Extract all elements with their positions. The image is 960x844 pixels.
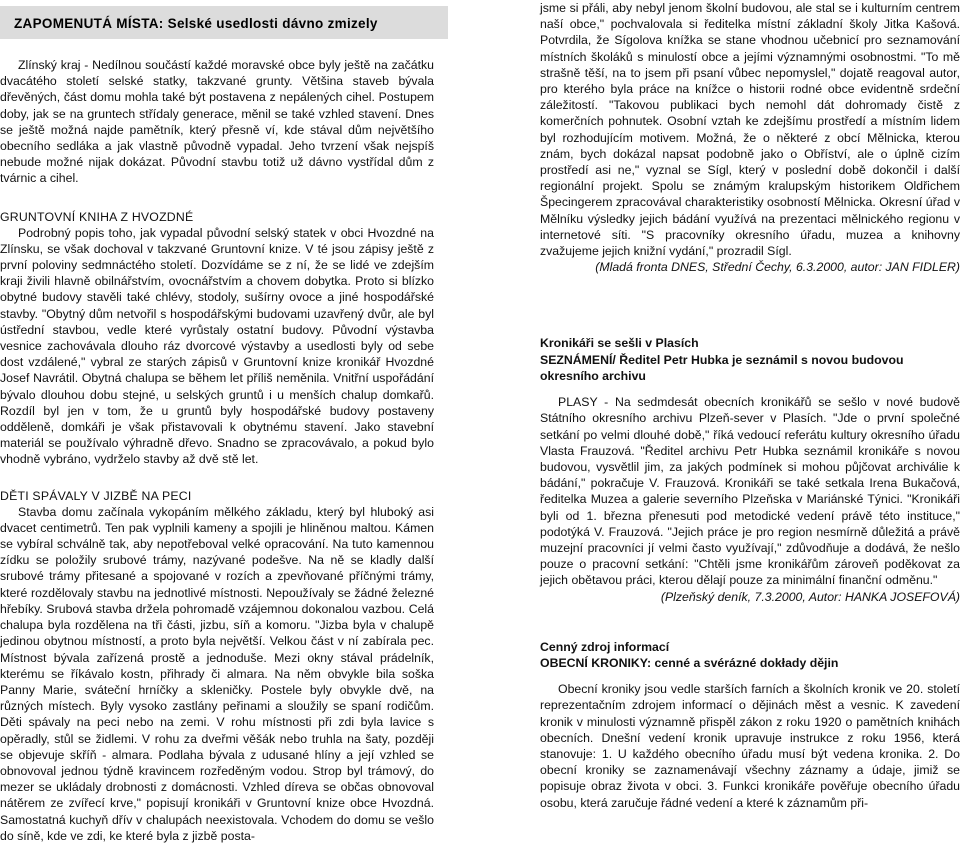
- section-paragraph-gruntovni-kniha: Podrobný popis toho, jak vypadal původní selský statek v obci Hvozdné na Zlínsku, se však dochoval v takzvané Gruntovní knize. V té jsou zápisy ještě z první poloviny sedmnáctého století. Dozvídáme se z ní, že se lidé ve zdejším kraji živili hlavně obilnářstvím, ovocnářstvím a chovem dobytka. Proto si blízko obytné budovy stavěli také chlévy, stodoly, sušírny ovoce a jiné hospodářské stavby. "Obytný dům netvořil s hospodářskými budovami uzavřený dvůr, ale byl ústřední stavbou, vedle které vyrůstaly ostatní budovy. Původní výstavba vesnice zachovávala dlouho ráz dvorcové výstavby a usedlosti byly od sebe dost vzdálené," vybral ze starých zápisů v Gruntovní knize kronikář Hvozdné Josef Navrátil. Obytná chalupa se během let příliš neměnila. Vnitřní uspořádání bývalo dlouhou dobu stejné, u selských gruntů i u menších chalup domkařů. Rozdíl byl jen v tom, že u gruntů byly hospodářské budovy postaveny odděleně, domkáři je však přistavovali k obytnému stavení. Jako stavební materiál se používalo výhradně dřevo. Snadno se zpracovávalo, a pokud bylo vhodně vybráno, vydrželo stavby až dvě stě let.: [0, 225, 434, 467]
- section-heading-gruntovni-kniha: GRUNTOVNÍ KNIHA Z HVOZDNÉ: [0, 209, 194, 224]
- left-column: [0, 0, 448, 844]
- intro-paragraph: Zlínský kraj - Nedílnou součástí každé moravské obce byly ještě na začátku dvacátého století selské statky, takzvané grunty. Většina staveb bývala dřevěných, část domu mohla také být postavena z nepálených cihel. Postupem doby, jak se na gruntech střídaly generace, měnil se také vzhled stavení. Dnes se ještě možná najde pamětník, který přesně ví, kde stával dům největšího obecního sedláka a jak vlastně původně vypadal. Jeho tvrzení však nejspíš nebude možné nijak dokázat. Původní stavbu totiž už dávno vystřídal dům z tvárnic a cihel.: [0, 58, 434, 186]
- section-paragraph-deti-spavaly: Stavba domu začínala vykopáním mělkého základu, který byl hluboký asi dvacet centimetrů. Ten pak vyplnili kameny a spojili je hliněnou maltou. Kámen se vybíral schválně tak, aby nepotřeboval velké opracování. Na tuto kamennou zídku se položily srubové trámy, nazývané podešve. Na ně se kladly další srubové trámy přitesané a spojované v rozích a zpevňované příčnými trámy, které rozdělovaly stavbu na jednotlivé místnosti. Nepoužívaly se žádné železné hřebíky. Srubová stavba držela pohromadě vzájemnou dokonalou vazbou. Celá chalupa byla rozdělena na tři části, jizbu, síň a komoru. "Jizba byla v chalupě jedinou obytnou místností, a proto byla největší. Velkou část v ní zabírala pec. Místnost bývala zařízená prostě a jednoduše. Mezi okny stával prádelník, kterému se říkávalo kostn, přihrady či almara. Na něm obvykle bila soška Panny Marie, sváteční hrníčky a skleničky. Postele byly obvykle dvě, na různých místech. Byly vysoko zastlány peřinami a sloužily se spaní rodičům. Děti spávaly na peci nebo na zemi. V rohu místnosti při zdi byla lavice s opěradly, stůl se židlemi. V rohu za dveřmi věšák nebo truhla na šaty, později se objevuje skříň - almara. Podlaha bývala z udusané hlíny a její vzhled se obnovoval jednou týdně kravincem rozředěným vodou. Strop byl trámový, do mezer se ukládaly drobnosti z domácnosti. Vzhled díreva se občas obnovoval nátěrem ze zvířecí krve," popisují kronikáři v Gruntovní knize obce Hvozdná. Samostatná kuchyň dřív v chalupách neexistovala. Vchodem do domu se vešlo do síně, kde ve zdi, ke které byla z jizbě posta-: [0, 504, 434, 843]
- article-continuation-paragraph: jsme si přáli, aby nebyl jenom školní budovou, ale stal se i kulturním centrem naší obce," pochvalovala si ředitelka místní základní školy Jitka Kašová. Potvrdila, že Sígolova knížka se stane vhodnou učebnicí pro seznamování místních školáků s minulostí obce a jejími významnými osobnostmi. "To mě strašně těší, na to jsem při psaní vůbec nepomyslel," dojatě reagoval autor, pro kterého byla práce na knížce o historii rodné obce evidentně srdeční záležitostí. "Takovou publikaci bych nemohl dát dohromady čistě z komerčních pohnutek. Osobní vztah ke zdejšímu prostředí a místním lidem byl rozhodujícím motivem. Možná, že o některé z obcí Mělnicka, kterou znám, bych dokázal napsat podobně jako o Obříství, ale o úplně cizím prostředí asi ne," vyznal se Sígl, který v poslední době dokončil i další regionální projekt. Spolu se známým kralupským historikem Oldřichem Špecingerem zpracovával charakteristiky osobností Mělnicka. Okresní úřad v Mělníku výsledky jejich bádání využívá na prezentaci mělnického regionu v internetové síti. "S pracovníky okresního úřadu, muzea a knihovny zvažujeme jejich knižní vydání," prozradil Sígl.: [540, 1, 960, 259]
- right-column: [484, 0, 960, 811]
- section-heading-deti-spavaly: DĚTI SPÁVALY V JIZBĚ NA PECI: [0, 488, 192, 503]
- page-title: ZAPOMENUTÁ MÍSTA: Selské usedlosti dávno zmizely: [0, 6, 448, 39]
- article-paragraph: Obecní kroniky jsou vedle starších farních a školních kronik ve 20. století reprezentačním zdrojem informací o dějinách měst a vesnic. K zavedení kronik v minulosti významně přispěl zákon z roku 1920 o pamětních knihách obecních. Dnešní vedení kronik upravuje instrukce z roku 1956, která stanovuje: 1. U každého obecního úřadu musí být vedena kronika. 2. Do obecní kroniky se zaznamenávají všechny záznamy a údaje, jimiž se popisuje obraz života v obci. 3. Funkci kronikáře pověřuje obecního úřadu osobu, která zaručuje řádné vedení a které k záznamům při-: [540, 682, 960, 810]
- article-source-citation: (Plzeňský deník, 7.3.2000, Autor: HANKA JOSEFOVÁ): [660, 589, 960, 604]
- article-title: OBECNÍ KRONIKY: cenné a svérázné dokłady dějin: [540, 655, 839, 670]
- article-title: SEZNÁMENÍ/ Ředitel Petr Hubka je seznámil s novou budovou okresního archivu: [540, 352, 904, 383]
- article-kicker: Kronikáři se sešli v Plasích: [540, 336, 699, 351]
- article-kicker: Cenný zdroj informací: [540, 639, 670, 654]
- article-source-citation: (Mladá fronta DNES, Střední Čechy, 6.3.2000, autor: JAN FIDLER): [595, 260, 960, 275]
- article-paragraph: PLASY - Na sedmdesát obecních kronikářů se sešlo v nové budově Státního okresního archivu Plzeň-sever v Plasích. "Jde o první společné setkání po velmi dlouhé době," říká vedoucí referátu kultury okresního úřadu Vlasta Frauzová. "Ředitel archivu Petr Hubka seznámil kronikáře s novou budovou, vysvětlil jim, za jakých podmínek si mohou půjčovat archiválie k bádání," pokračuje V. Frauzová. Kronikáři se také setkala Irena Bukačová, ředitelka Muzea a galerie severního Plzeňska v Mariánské Týnici. "Kronikáři byli od 1. března přenesuti pod metodické vedení právě této instituce," podotýká V. Frauzová. "Jejich práce je pro region nesmírně důležitá a právě muzejní pracovníci jí velmi často využívají," zdůvodňuje a dodává, že nešlo pouze o pracovní setkání: "Chtěli jsme kronikářům zároveň poděkovat za jejich obětavou práci, kterou dělají pouze za minimální finanční odměnu.": [540, 395, 960, 588]
